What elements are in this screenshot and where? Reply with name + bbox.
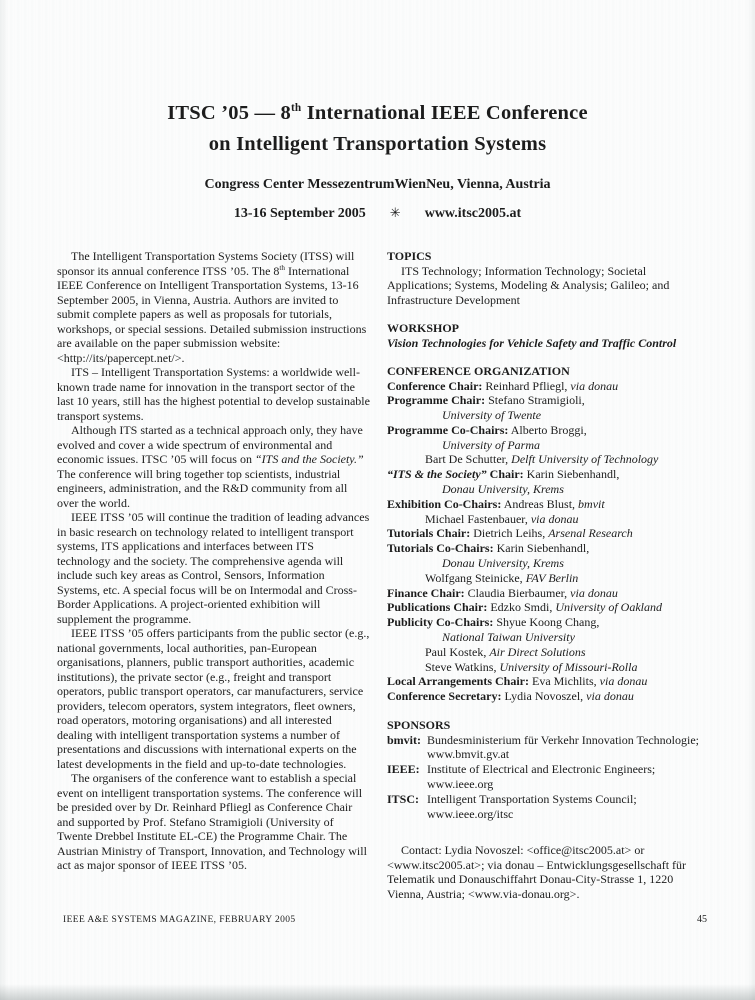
- sponsors-section: [387, 718, 700, 821]
- org-line: Publicity Co-Chairs: Shyue Koong Chang,: [387, 615, 600, 630]
- sponsor-item: [387, 792, 700, 822]
- paragraph: Although ITS started as a technical approach only, they have evolved and cover a wide spectrum of environmental and economic issues. ITSC ’05 will focus on “ITS and the Society.” The conference will bring together top scientists, industrial engineers, administration, and the R&D community from all over the world.: [57, 423, 364, 510]
- conference-title-line1: ITSC ’05 — 8th International IEEE Conference: [167, 102, 588, 124]
- workshop-heading: WORKSHOP: [387, 321, 460, 335]
- org-line: Wolfgang Steinicke, FAV Berlin: [425, 570, 579, 585]
- sponsor-text: Institute of Electrical and Electronic Engineers; www.ieee.org: [427, 762, 656, 791]
- topics-heading: TOPICS: [387, 249, 432, 263]
- org-line: Paul Kostek, Air Direct Solutions: [425, 644, 586, 659]
- magazine-credit: IEEE A&E SYSTEMS MAGAZINE, FEBRUARY 2005: [63, 915, 296, 925]
- left-column: [57, 249, 370, 901]
- org-line: University of Parma: [442, 437, 540, 452]
- sponsor-text: Intelligent Transportation Systems Council; www.ieee.org/itsc: [427, 791, 637, 821]
- topics-text: ITS Technology; Information Technology; Societal Applications; Systems, Modeling & Analysis; Galileo; and Infrastructure Development: [387, 263, 670, 307]
- paragraph: The organisers of the conference want to establish a special event on intelligent transportation systems. The conference will be presided over by Dr. Reinhard Pfliegl as Conference Chair and supported by Prof. Stefano Stramigioli (University of Twente Drebbel Institute EL-CE) the Programme Chair. The Austrian Ministry of Transport, Innovation, and Technology will act as major sponsor of IEEE ITSS ’05.: [57, 771, 367, 872]
- org-line: Tutorials Co-Chairs: Karin Siebenhandl,: [387, 541, 590, 556]
- conference-website: www.itsc2005.at: [424, 206, 522, 221]
- sponsor-text: Bundesministerium für Verkehr Innovation Technologie; www.bmvit.gv.at: [427, 732, 699, 762]
- right-column: [387, 249, 700, 901]
- org-line: Donau University, Krems: [442, 482, 564, 497]
- org-line: Bart De Schutter, Delft University of Technology: [425, 452, 659, 467]
- scan-edge-right: [747, 0, 755, 1000]
- org-line: Conference Chair: Reinhard Pfliegl, via donau: [387, 378, 619, 393]
- org-line: University of Twente: [442, 408, 542, 423]
- org-line: Publications Chair: Edzko Smdi, University of Oakland: [387, 600, 662, 615]
- two-column-body: [57, 249, 700, 901]
- sponsor-label: IEEE:: [387, 762, 420, 777]
- conference-title-line2: on Intelligent Transportation Systems: [208, 133, 547, 155]
- organization-list: [387, 379, 700, 705]
- contact-paragraph: Contact: Lydia Novoszel: <office@itsc2005.at> or <www.itsc2005.at>; via donau – Entwicklungsgesellschaft für Telematik und Donauschiffahrt Donau-City-Strasse 1, 1220 Vienna, Austria; <www.via-donau.org>.: [387, 843, 687, 901]
- asterisk-separator-icon: ✳: [389, 205, 401, 220]
- org-line: Programme Chair: Stefano Stramigioli,: [387, 393, 585, 408]
- conference-dates: 13-16 September 2005: [233, 206, 366, 221]
- sponsor-label: bmvit:: [387, 732, 421, 747]
- org-line: Tutorials Chair: Dietrich Leihs, Arsenal Research: [387, 526, 633, 541]
- org-line: Michael Fastenbauer, via donau: [425, 511, 579, 526]
- venue-line: Congress Center MessezentrumWienNeu, Vienna, Austria: [204, 177, 551, 192]
- paragraph: IEEE ITSS ’05 offers participants from the public sector (e.g., national governments, local authorities, pan-European organisations, planners, public transport authorities, academic institutions), the private sector (e.g., freight and transport operators, public transport operators, car manufacturers, service providers, telecom operators, system integrators, fleet owners, road operators, motoring organisations) and all interested dealing with intelligent transportation systems a number of presentations and discussions with international experts on the latest developments in the field and up-to-date technologies.: [57, 626, 370, 771]
- paragraph: ITS – Intelligent Transportation Systems: a worldwide well-known trade name for innovation in the transport sector of the last 10 years, still has the highest potential to develop sustainable transport systems.: [57, 365, 370, 423]
- organization-heading: CONFERENCE ORGANIZATION: [387, 364, 570, 378]
- org-line: Local Arrangements Chair: Eva Michlits, via donau: [387, 674, 648, 689]
- sponsor-item: [387, 762, 700, 792]
- org-line: Conference Secretary: Lydia Novoszel, via donau: [387, 689, 634, 704]
- paragraph: The Intelligent Transportation Systems Society (ITSS) will sponsor its annual conference ITSS ’05. The 8th International IEEE Conference on Intelligent Transportation Systems, 13-16 September 2005, in Vienna, Austria. Authors are invited to submit complete papers as well as proposals for tutorials, workshops, or special sessions. Detailed submission instructions are available on the paper submission website: <http://its/papercept.net/>.: [57, 249, 367, 365]
- scan-edge-left: [0, 0, 8, 1000]
- date-line: [0, 205, 755, 222]
- page-footer: [63, 914, 707, 925]
- org-line: National Taiwan University: [442, 630, 575, 645]
- sponsor-label: ITSC:: [387, 791, 420, 806]
- org-line: Steve Watkins, University of Missouri-Rolla: [425, 659, 638, 674]
- page-number: 45: [697, 914, 707, 925]
- paragraph: IEEE ITSS ’05 will continue the tradition of leading advances in basic research on technology related to intelligent transport systems, ITS applications and interfaces between ITS technology and the society. The comprehensive agenda will include such key areas as Control, Sensors, Information Systems, etc. A special focus will be on Intermodal and Cross-Border Applications. A project-oriented exhibition will supplement the programme.: [57, 510, 370, 626]
- sponsors-heading: SPONSORS: [387, 718, 451, 733]
- scan-shadow-bottom: [0, 984, 755, 1000]
- org-line: Programme Co-Chairs: Alberto Broggi,: [387, 422, 587, 437]
- org-line: Finance Chair: Claudia Bierbaumer, via donau: [387, 585, 618, 600]
- conference-header: [0, 98, 755, 222]
- org-line: Donau University, Krems: [442, 556, 564, 571]
- sponsor-item: [387, 733, 700, 763]
- topics-section: [387, 249, 700, 307]
- workshop-title: Vision Technologies for Vehicle Safety and Traffic Control: [387, 335, 677, 350]
- org-line: “ITS & the Society” Chair: Karin Siebenhandl,: [387, 467, 620, 482]
- org-line: Exhibition Co-Chairs: Andreas Blust, bmvit: [387, 496, 605, 511]
- workshop-section: [387, 321, 700, 350]
- organization-section: [387, 364, 700, 704]
- sponsor-list: [387, 733, 700, 822]
